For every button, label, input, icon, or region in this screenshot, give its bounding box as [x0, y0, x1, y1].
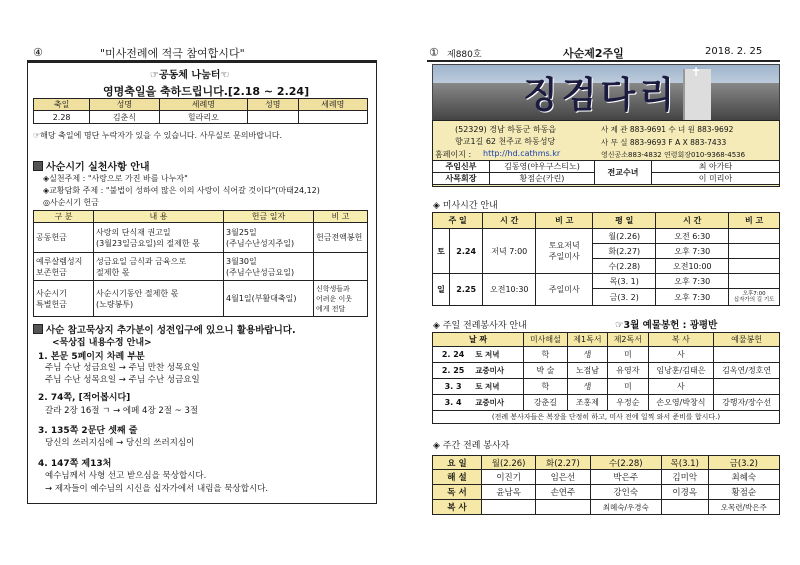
- right-page: [405, 0, 800, 565]
- table-header-row: 요 일 월(2.26) 화(2.27) 수(2.28) 목(3.1) 금(3.2): [433, 456, 780, 470]
- masthead-banner: [432, 64, 780, 121]
- sunday-title: 사순제2주일: [563, 47, 624, 60]
- book-item-1-head: 1. 본문 5페이지 차례 부분: [38, 352, 145, 362]
- book-title: 사순 참고묵상지 추가분이 성전입구에 있으니 활용바랍니다.: [33, 322, 373, 336]
- diamond-bullet-icon: ◈: [433, 201, 443, 211]
- book-item-4-line-2: → 제자들이 예수님의 시신을 십자가에서 내림을 묵상합시다.: [45, 484, 269, 494]
- phone-line-2: 사 무 실 883-9693 F A X 883-7433: [601, 138, 727, 147]
- mass-time-table: [432, 212, 780, 306]
- lent-offering-table: [33, 210, 368, 317]
- table-row: 예루살렘성지 보존헌금 성금요일 금식과 금육으로 절제한 몫 3월30일 (주님수난성금요일): [34, 253, 368, 281]
- book-item-2-line-1: 갈라 2장 16절 ㄱ → 에페 4장 2절 ~ 3절: [45, 406, 199, 416]
- masthead-title: 징검다리: [523, 74, 679, 116]
- share-title: ☞공동체 나눔터☜: [150, 70, 230, 81]
- table-row: 사순시기 특별헌금 사순시기동안 절제한 몫 (노량봉투) 4월1일(부활대축일) 신학생들과 어려운 이웃 에게 전달: [34, 281, 368, 317]
- square-bullet-icon: [33, 324, 43, 334]
- table-row: 3. 3 토 저녁 학 생 미 사: [433, 379, 780, 395]
- table-header-row: 구 분 내 용 헌금 일자 비 고: [34, 211, 368, 223]
- book-item-4-line-1: 예수님께서 사형 선고 받으심을 묵상합시다.: [45, 471, 207, 481]
- table-row: 2.28 김춘식 힐라리오: [34, 111, 368, 124]
- weekly-servers-table: [432, 455, 780, 515]
- cross-icon: ✝: [691, 65, 702, 79]
- book-item-2-head: 2. 74쪽, [적어봅시다]: [38, 393, 131, 403]
- diamond-bullet-icon: ◈: [433, 441, 443, 451]
- table-row: 독 서 윤남옥 손연주 강인숙 이경옥 황점순: [433, 485, 780, 500]
- phone-line-3: 영신공소883-4832 연령회장010-9368-4536: [601, 151, 746, 159]
- birthday-note: ☞해당 축일에 명단 누락자가 있을 수 있습니다. 사무실로 문의바랍니다.: [33, 131, 282, 140]
- staff-table: [432, 160, 780, 185]
- address-line-1: (52329) 경남 하동군 하동읍: [455, 125, 557, 134]
- table-row: (전례 봉사자들은 복장을 단정히 하고, 미사 전에 일찍 와서 준비를 합시다.): [433, 411, 780, 424]
- table-row: 일 2.25 오전10:30 주일미사 목(3. 1) 오후 7:30: [433, 274, 780, 289]
- book-item-4-head: 4. 147쪽 제13처: [38, 459, 112, 469]
- table-row: 수(2.28) 오전10:00: [433, 259, 780, 274]
- phone-line-1: 사 제 관 883-9691 수 녀 원 883-9692: [601, 125, 734, 134]
- table-header-row: 날 짜 미사해설 제1독서 제2독서 복 사 예물봉헌: [433, 333, 780, 347]
- birthday-title: 영명축일을 축하드립니다.[2.18 ~ 2.24]: [103, 85, 310, 98]
- book-item-3-line-1: 당신의 쓰러지심에 → 당신의 쓰러지심이: [45, 438, 195, 448]
- table-row: 사목회장 황점순(카린) 이 미리아: [433, 173, 780, 185]
- table-row: 3. 4 교중미사 강춘길 조홍제 우정순 손오영/박창식 강행자/장수선: [433, 395, 780, 411]
- servers-title: ◈ 주일 전례봉사자 안내: [433, 321, 527, 331]
- book-item-3-head: 3. 135쪽 2문단 셋째 줄: [38, 426, 138, 436]
- book-subtitle: <묵상집 내용수정 안내>: [52, 338, 152, 348]
- issue-number: 제880호: [447, 50, 482, 60]
- table-row: 2. 24 토 저녁 학 생 미 사: [433, 347, 780, 363]
- homepage-link[interactable]: http://hd.cathms.kr: [483, 149, 561, 158]
- square-bullet-icon: [33, 161, 43, 171]
- table-row: 2. 25 교중미사 박 술 노점남 유영자 임낭훈/김태은 김옥연/정호연: [433, 363, 780, 379]
- table-header-row: 주 일 시 간 비 고 평 일 시 간 비 고: [433, 213, 780, 229]
- offering-title: ☞3월 예물봉헌 : 광평반: [615, 320, 718, 331]
- left-page: [0, 0, 395, 565]
- table-row: 화(2.27) 오후 7:30: [433, 244, 780, 259]
- table-row: 해 설 이진기 임은선 박은주 김미악 최혜숙: [433, 470, 780, 485]
- table-row: 공동헌금 사랑의 단식재 권고일 (3월23일금요일)의 절제한 몫 3월25일 (주님수난성지주일) 헌금전액봉헌: [34, 223, 368, 253]
- page-number: ①: [429, 46, 439, 59]
- birthday-table: [33, 98, 368, 124]
- table-row: 주임신부 김동영(야우구스티노) 전교수녀 최 아가타: [433, 161, 780, 173]
- table-row: 토 2.24 저녁 7:00 토요저녁 주일미사 월(2.26) 오전 6:30: [433, 229, 780, 244]
- servers-table: [432, 332, 780, 424]
- homepage-label: 홈페이지 :: [435, 150, 472, 159]
- address-line-2: 향교1길 62 천주교 하동성당: [455, 137, 556, 146]
- table-row: 복 사 최혜숙/우경숙 오목련/박은주: [433, 500, 780, 515]
- lent-title: 사순시기 실천사항 안내: [33, 158, 150, 173]
- mass-title: ◈ 미사시간 안내: [433, 201, 498, 211]
- header-rule: [427, 60, 780, 62]
- table-header-row: 축일 성명 세례명 성명 세례명: [34, 99, 368, 111]
- motto: "미사전례에 적극 참여합시다": [100, 47, 245, 60]
- book-item-1-line-1: 주님 수난 성금요일 → 주님 만찬 성목요일: [45, 363, 200, 373]
- table-row: 금(3. 2) 오후 7:30 오후7:00 십자가의 길 기도: [433, 289, 780, 306]
- page-number: ④: [33, 46, 43, 59]
- lent-line-3: ◎사순시기 헌금: [43, 198, 99, 207]
- lent-line-1: ◈실천주제 : "사랑으로 가진 바를 나누자": [43, 174, 188, 183]
- lent-line-2: ◈교황담화 주제 : "불법이 성하여 많은 이의 사랑이 식어갈 것이다"(마태24,12): [43, 186, 320, 195]
- issue-date: 2018. 2. 25: [705, 46, 763, 57]
- diamond-bullet-icon: ◈: [433, 321, 443, 331]
- weekly-title: ◈ 주간 전례 봉사자: [433, 441, 510, 451]
- book-item-1-line-2: 주님 수난 성목요일 → 주님 수난 성금요일: [45, 375, 200, 385]
